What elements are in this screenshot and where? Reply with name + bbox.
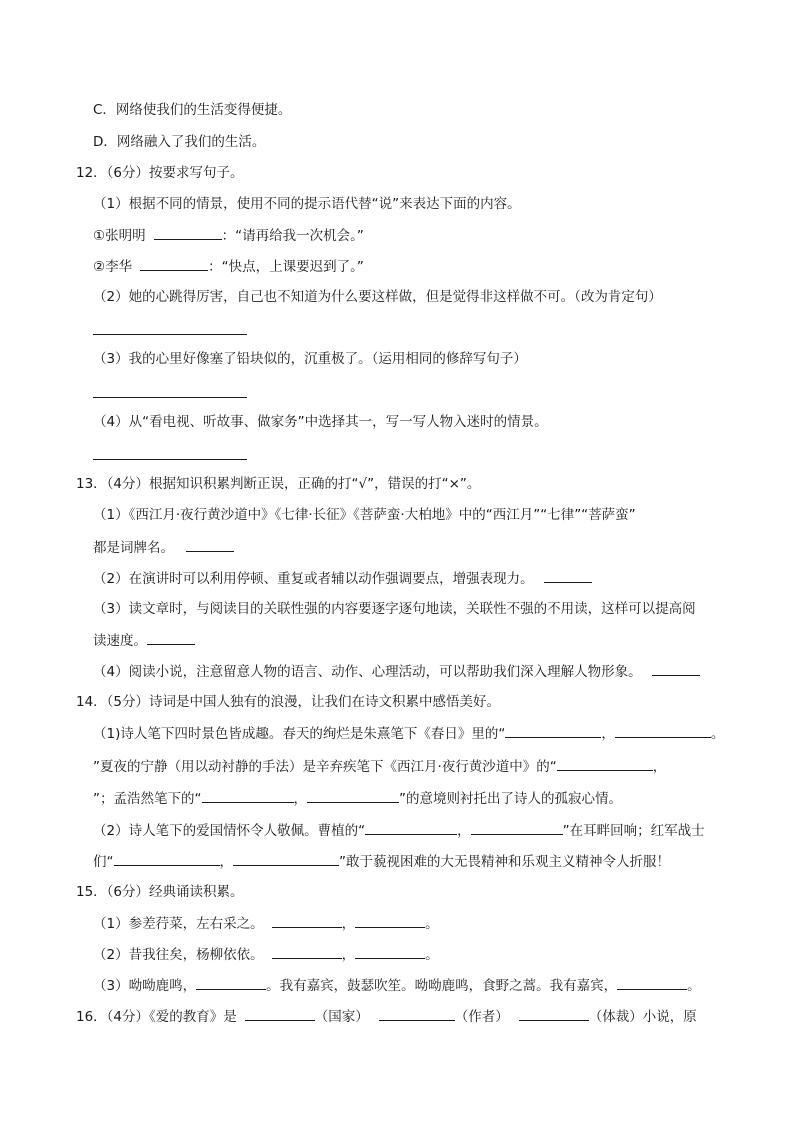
prompt-text: ”的意境则衬托出了诗人的孤寂心情。 [399,791,622,807]
punctuation: 。 [687,978,701,994]
q15-part2 [93,944,439,965]
q14-part2-line2 [93,851,670,872]
prompt-text: 们“ [93,854,114,870]
answer-blank[interactable] [471,820,563,835]
prompt-text: ”；孟浩然笔下的“ [93,791,202,807]
answer-line[interactable] [93,397,247,398]
prompt-text: ”夏夜的宁静（用以动衬静的手法）是辛弃疾笔下《西江月·夜行黄沙道中》的“ [93,759,557,775]
q14-part1-line3 [93,788,622,809]
judgement-blank[interactable] [147,630,195,645]
answer-blank[interactable] [615,723,711,738]
speaker-name: ①张明明 [93,228,146,244]
punctuation: 。 [710,726,725,742]
answer-blank[interactable] [140,256,208,271]
q12-part2: （2）她的心跳得厉害，自己也不知道为什么要这样做，但是觉得非这样做不可。（改为肯定句） [93,289,662,305]
q13-part1-line1: （1）《西江月·夜行黄沙道中》《七律·长征》《菩萨蛮·大柏地》中的“西江月”“七律”“菩萨蛮” [93,507,636,523]
answer-blank[interactable] [617,975,687,990]
poem-line: 。我有嘉宾，鼓瑟吹笙。呦呦鹿鸣，食野之蒿。我有嘉宾， [266,978,618,994]
punctuation: ， [457,823,471,839]
q12-part1-item-b [93,256,364,277]
poem-line: （1）参差荇菜，左右采之。 [93,916,264,932]
option-d: D．网络融入了我们的生活。 [93,134,266,150]
answer-blank[interactable] [272,944,342,959]
speaker-name: ②李华 [93,259,133,275]
q13-part4 [93,661,700,682]
statement-text: （4）阅读小说，注意留意人物的语言、动作、心理活动，可以帮助我们深入理解人物形象。 [93,664,642,680]
punctuation: 。 [425,916,439,932]
statement-text: 都是词牌名。 [93,540,174,556]
question-16-head [76,1006,697,1027]
answer-blank[interactable] [196,975,266,990]
question-15-head: 15．（6分）经典诵读积累。 [76,884,244,900]
poem-line: （2）昔我往矣，杨柳依依。 [93,947,264,963]
q13-part3-line1: （3）读文章时，与阅读目的关联性强的内容要逐字逐句地读，关联性不强的不用读，这样可以提高阅 [93,601,696,617]
q13-part2 [93,568,592,589]
option-c: C．网络使我们的生活变得便捷。 [93,102,292,118]
punctuation: 。 [425,947,439,963]
answer-blank-country[interactable] [245,1006,315,1021]
question-12-head: 12．（6分）按要求写句子。 [76,165,244,181]
q14-part1-line1 [93,723,724,744]
q13-part1-line2 [93,537,234,558]
q12-part1: （1）根据不同的情景，使用不同的提示语代替“说”来表达下面的内容。 [93,196,521,212]
answer-blank[interactable] [355,913,425,928]
answer-blank[interactable] [114,851,220,866]
answer-blank[interactable] [233,851,339,866]
answer-blank[interactable] [272,913,342,928]
answer-line[interactable] [93,459,247,460]
judgement-blank[interactable] [186,537,234,552]
answer-blank[interactable] [307,788,399,803]
judgement-blank[interactable] [652,661,700,676]
punctuation: ， [293,791,307,807]
punctuation: ， [341,916,356,932]
prompt-text: ”敢于藐视困难的大无畏精神和乐观主义精神令人折服！ [339,854,670,870]
blank-label: （国家） [314,1009,369,1025]
question-13-head: 13．（4分）根据知识积累判断正误，正确的打“√”，错误的打“×”。 [76,476,481,492]
answer-blank[interactable] [202,788,294,803]
punctuation: ， [652,759,667,775]
q12-part1-item-a [93,225,364,246]
q13-part3-line2 [93,630,195,651]
punctuation: ， [341,947,356,963]
answer-blank[interactable] [355,944,425,959]
q15-part1 [93,913,439,934]
q15-part3 [93,975,701,996]
answer-line[interactable] [93,334,247,335]
question-14-head: 14．（5分）诗词是中国人独有的浪漫，让我们在诗文积累中感悟美好。 [76,694,501,710]
answer-blank[interactable] [365,820,457,835]
answer-blank[interactable] [154,225,222,240]
prompt-text: （2）诗人笔下的爱国情怀令人敬佩。曹植的“ [93,823,366,839]
punctuation: ， [219,854,233,870]
statement-text: 读速度。 [93,633,147,649]
blank-label: （作者） [454,1009,509,1025]
punctuation: ， [601,726,615,742]
blank-label: （体裁）小说，原 [588,1009,697,1025]
answer-blank[interactable] [505,723,601,738]
judgement-blank[interactable] [544,568,592,583]
prompt-text: ”在耳畔回响；红军战士 [562,823,705,839]
q12-part3: （3）我的心里好像塞了铅块似的，沉重极了。（运用相同的修辞写句子） [93,351,527,367]
q14-part1-line2 [93,756,666,777]
answer-blank-author[interactable] [379,1006,455,1021]
prompt-text: 16．（4分）《爱的教育》是 [76,1009,237,1025]
answer-blank-genre[interactable] [519,1006,589,1021]
q12-part4: （4）从“看电视、听故事、做家务”中选择其一，写一写人物入迷时的情景。 [93,414,548,430]
statement-text: （2）在演讲时可以利用停顿、重复或者辅以动作强调要点，增强表现力。 [93,571,534,587]
prompt-text: （1)诗人笔下四时景色皆成趣。春天的绚烂是朱熹笔下《春日》里的“ [93,726,506,742]
poem-line: （3）呦呦鹿鸣， [93,978,197,994]
speech-text: ：“请再给我一次机会。” [221,228,364,244]
answer-blank[interactable] [557,756,653,771]
speech-text: ：“快点，上课要迟到了。” [208,259,364,275]
q14-part2-line1 [93,820,705,841]
